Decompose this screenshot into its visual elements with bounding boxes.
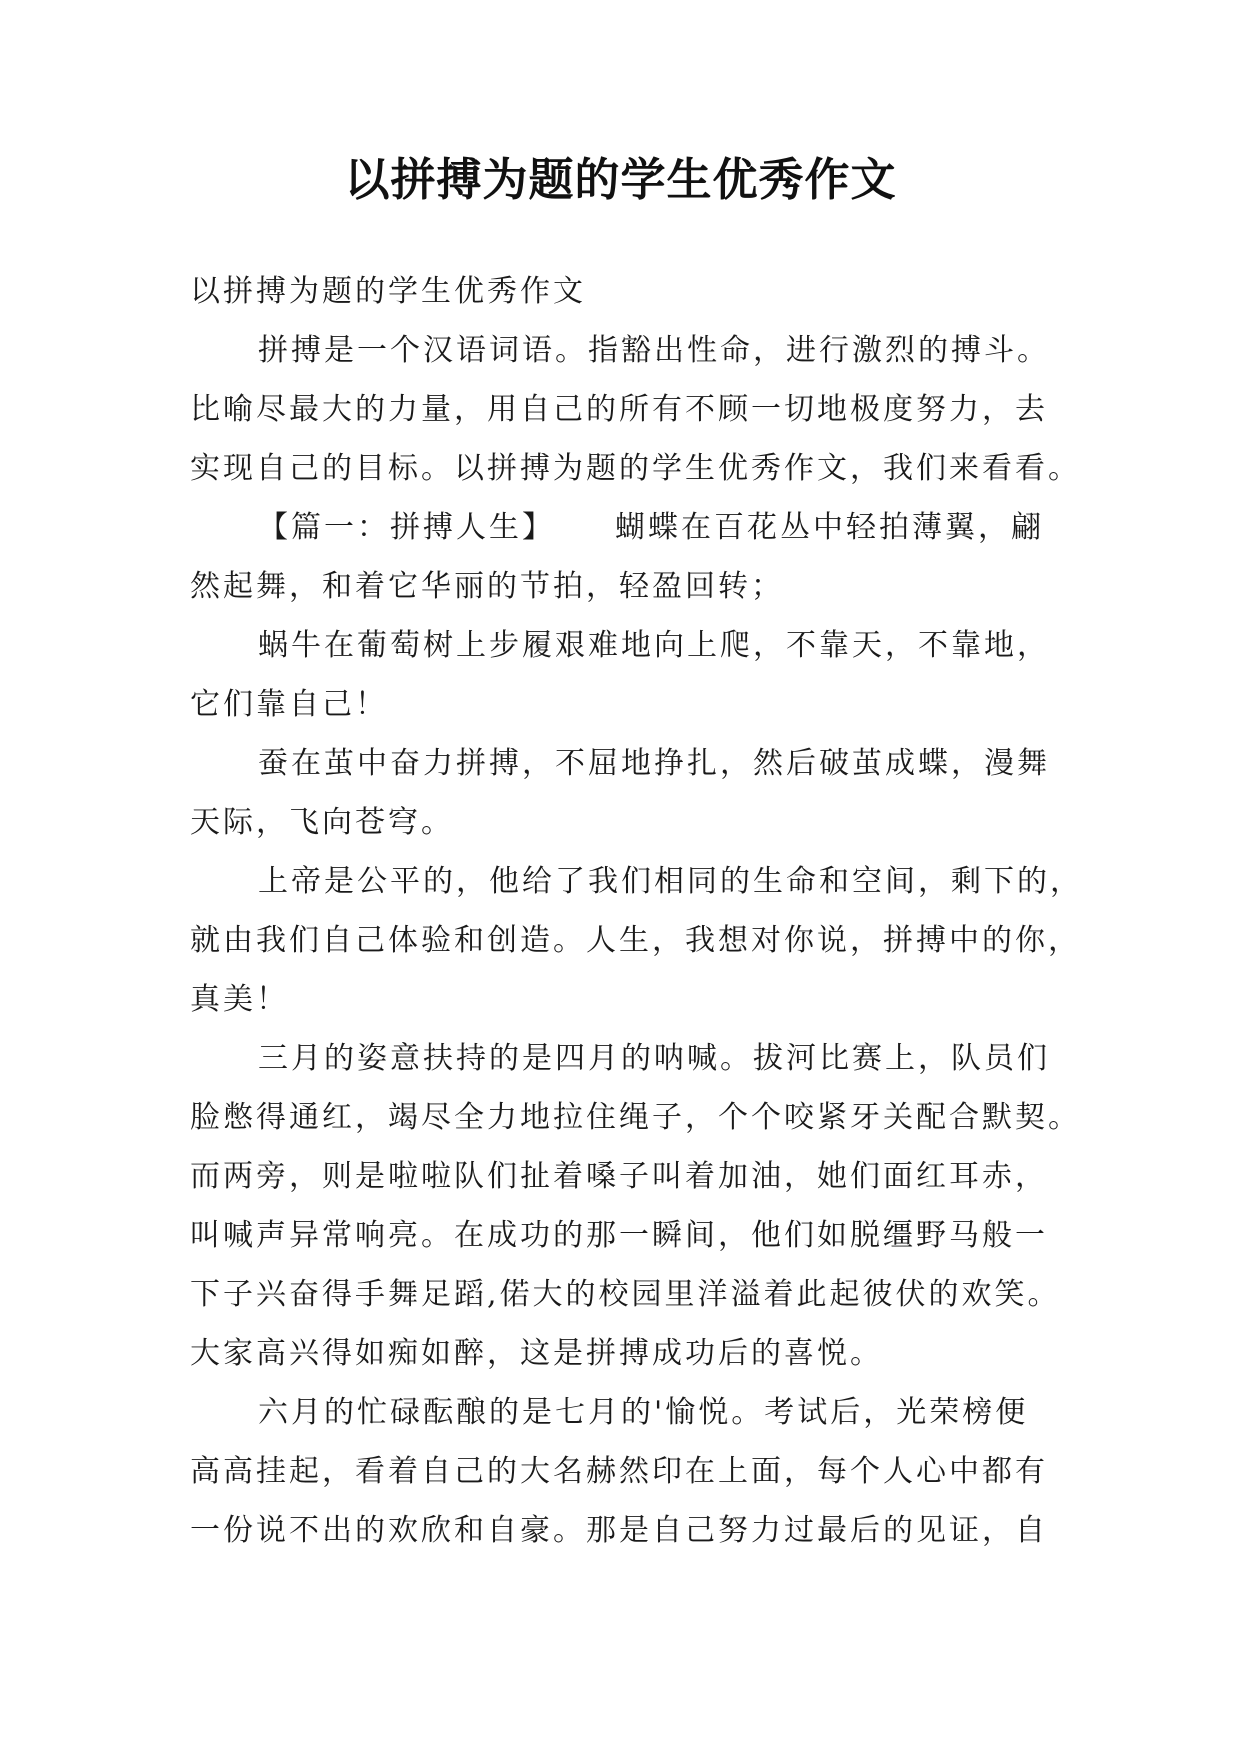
paragraph-line: 拼搏是一个汉语词语。指豁出性命，进行激烈的搏斗。 (258, 333, 1050, 368)
section-heading-line (190, 498, 1070, 557)
paragraph-line: 六月的忙碌酝酿的是七月的'愉悦。考试后，光荣榜便 (258, 1395, 1029, 1430)
document-title: 以拼搏为题的学生优秀作文 (344, 153, 897, 206)
paragraph-line: 天际，飞向苍穹。 (190, 805, 454, 840)
paragraph-line: 真美！ (190, 982, 289, 1017)
paragraph-line: 三月的姿意扶持的是四月的呐喊。拔河比赛上，队员们 (258, 1041, 1050, 1076)
paragraph-line: 然起舞，和着它华丽的节拍，轻盈回转； (190, 569, 784, 604)
paragraph-text: 蝴蝶在百花丛中轻拍薄翼，翩 (615, 510, 1044, 545)
document-body (190, 262, 1083, 1560)
paragraph-line: 下子兴奋得手舞足蹈,偌大的校园里洋溢着此起彼伏的欢笑。 (190, 1277, 1061, 1312)
paragraph-line: 高高挂起，看着自己的大名赫然印在上面，每个人心中都有 (190, 1454, 1048, 1489)
paragraph-line: 比喻尽最大的力量，用自己的所有不顾一切地极度努力，去 (190, 392, 1048, 427)
subtitle-line: 以拼搏为题的学生优秀作文 (190, 274, 586, 309)
paragraph-line: 蚕在茧中奋力拼搏，不屈地挣扎，然后破茧成蝶，漫舞 (258, 746, 1050, 781)
paragraph-line: 而两旁，则是啦啦队们扯着嗓子叫着加油，她们面红耳赤， (190, 1159, 1048, 1194)
paragraph-line: 脸憋得通红，竭尽全力地拉住绳子，个个咬紧牙关配合默契。 (190, 1100, 1081, 1135)
paragraph-line: 它们靠自己！ (190, 687, 388, 722)
paragraph-line: 叫喊声异常响亮。在成功的那一瞬间，他们如脱缰野马般一 (190, 1218, 1048, 1253)
paragraph-line: 一份说不出的欢欣和自豪。那是自己努力过最后的见证，自 (190, 1513, 1048, 1548)
section-heading: 【篇一：拼搏人生】 (258, 510, 555, 545)
paragraph-line: 实现自己的目标。以拼搏为题的学生优秀作文，我们来看看。 (190, 451, 1081, 486)
paragraph-line: 大家高兴得如痴如醉，这是拼搏成功后的喜悦。 (190, 1336, 883, 1371)
paragraph-line: 蜗牛在葡萄树上步履艰难地向上爬，不靠天，不靠地， (258, 628, 1050, 663)
paragraph-line: 上帝是公平的，他给了我们相同的生命和空间，剩下的， (258, 864, 1083, 899)
paragraph-line: 就由我们自己体验和创造。人生，我想对你说，拼搏中的你， (190, 923, 1081, 958)
